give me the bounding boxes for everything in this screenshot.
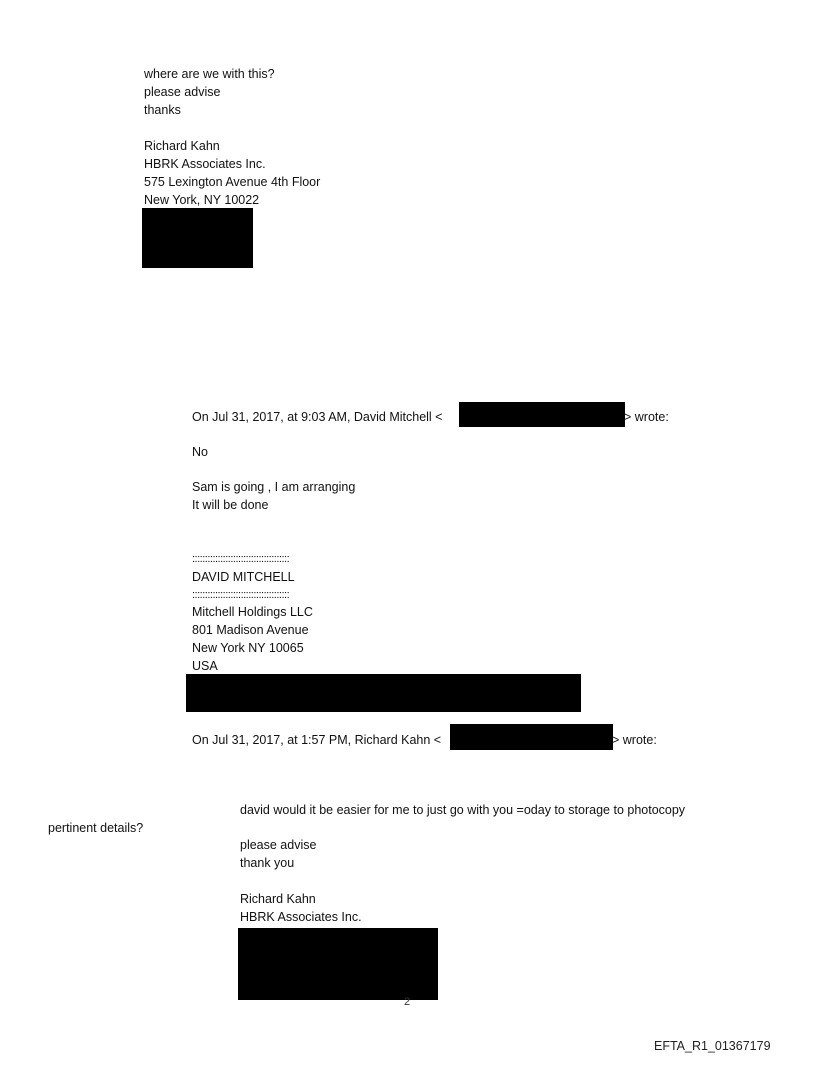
body-line-wrap: pertinent details? [48, 821, 144, 835]
quote-header-prefix: On Jul 31, 2017, at 9:03 AM, David Mitchell < [192, 410, 443, 424]
redaction-box [186, 674, 581, 712]
quote-header-suffix: > wrote: [612, 733, 657, 747]
signature-company: HBRK Associates Inc. [240, 910, 362, 924]
signature-company: HBRK Associates Inc. [144, 157, 266, 171]
quote-header-prefix: On Jul 31, 2017, at 1:57 PM, Richard Kahn < [192, 733, 442, 747]
body-line: where are we with this? [144, 67, 275, 81]
body-line: please advise [144, 85, 221, 99]
signature-separator: :::::::::::::::::::::::::::::::::::::: [192, 589, 290, 601]
redaction-box [142, 208, 253, 268]
body-line: Sam is going , I am arranging [192, 480, 356, 494]
quote-header [192, 731, 441, 749]
signature-name: Richard Kahn [240, 892, 316, 906]
quote-header-suffix: > wrote: [624, 410, 669, 424]
signature-name: DAVID MITCHELL [192, 570, 295, 584]
document-id: EFTA_R1_01367179 [654, 1039, 771, 1053]
quote-header [192, 408, 442, 426]
redaction-box [238, 928, 438, 1000]
redaction-box [459, 402, 625, 427]
page-number: 2 [404, 996, 411, 1008]
signature-address: 801 Madison Avenue [192, 623, 309, 637]
signature-company: Mitchell Holdings LLC [192, 605, 313, 619]
body-line: No [192, 445, 208, 459]
body-line: It will be done [192, 498, 269, 512]
signature-name: Richard Kahn [144, 139, 220, 153]
body-line: thank you [240, 856, 295, 870]
signature-city: New York NY 10065 [192, 641, 304, 655]
body-line: david would it be easier for me to just go with you =oday to storage to photocopy [240, 803, 686, 817]
signature-country: USA [192, 659, 218, 673]
signature-address: 575 Lexington Avenue 4th Floor [144, 175, 321, 189]
redaction-box [450, 724, 613, 750]
body-line: thanks [144, 103, 181, 117]
body-line: please advise [240, 838, 317, 852]
signature-separator: :::::::::::::::::::::::::::::::::::::: [192, 553, 290, 565]
signature-city: New York, NY 10022 [144, 193, 260, 207]
